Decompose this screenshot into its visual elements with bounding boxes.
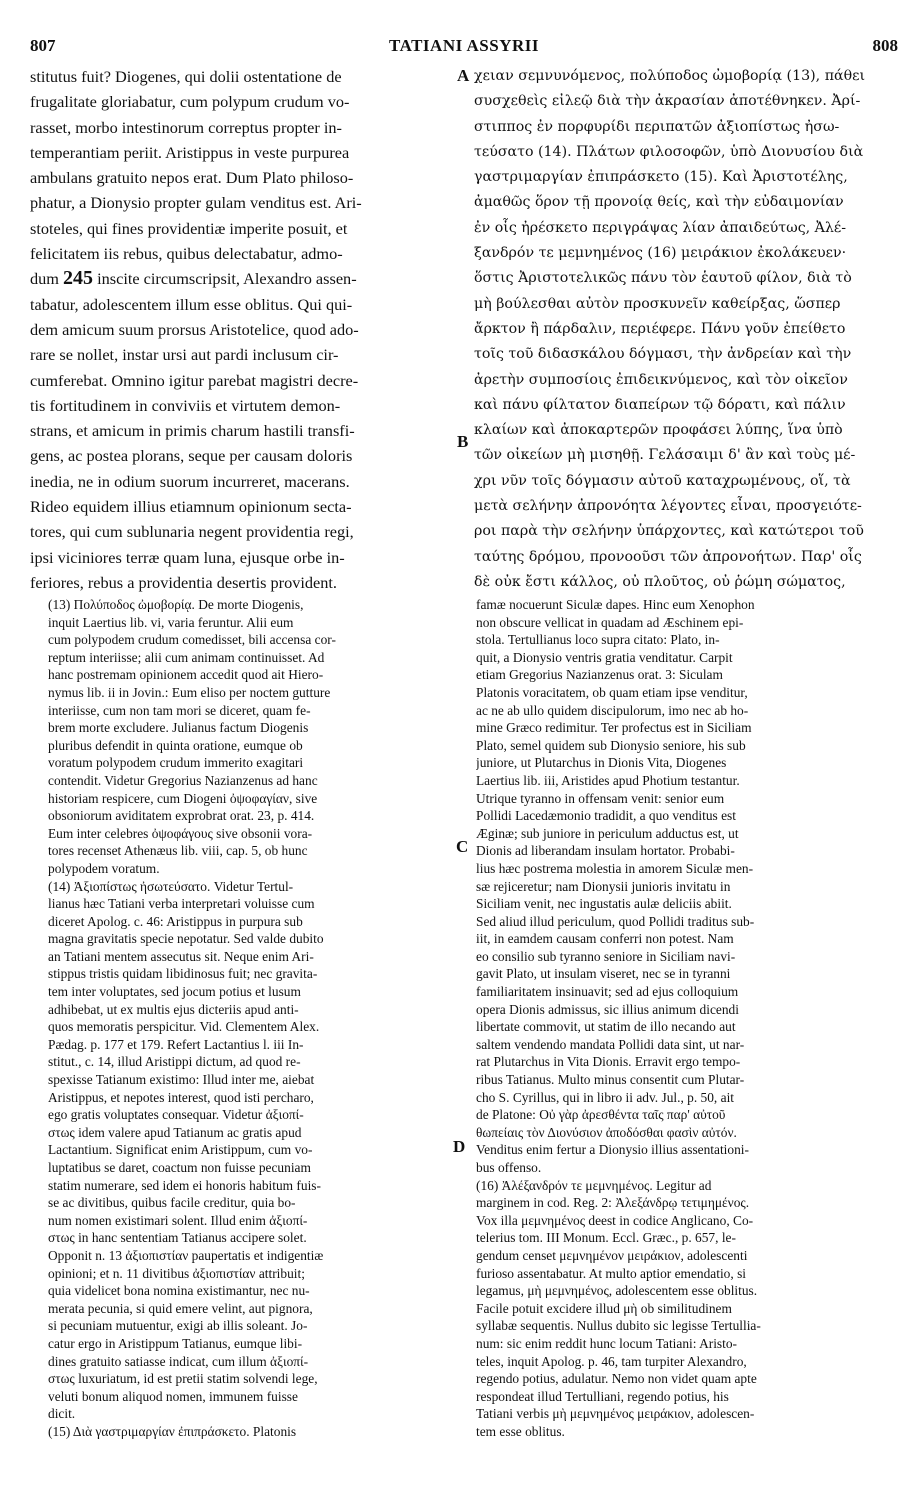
- footnote-line: ac ne ab ullo quidem discipulorum, imo nec ab ho-: [476, 702, 749, 718]
- footnote-line: si pecuniam mutuentur, exigi ab illis soleant. Jo-: [48, 1318, 308, 1334]
- footnote-line: στως in hanc sententiam Tatianus accipere solet.: [48, 1230, 307, 1246]
- footnote-line: (15) Διὰ γαστριμαργίαν ἐπιπράσκετο. Platonis: [48, 1423, 297, 1439]
- footnote-line: veluti bonum aliquod nomen, immunem fuisse: [48, 1388, 298, 1404]
- footnote-line: historiam respicere, cum Diogeni ὀψοφαγίαν, sive: [48, 790, 318, 806]
- latin-text-line: rasset, morbo intestinorum correptus propter in-: [30, 117, 342, 137]
- greek-text-line: ἐν οἷς ἠρέσκετο περιγράψας λίαν ἀπαιδεύτως, Ἀλέ-: [474, 219, 847, 236]
- footnote-line: dines gratuito satiasse indicat, cum illum ἀξιοπί-: [48, 1353, 309, 1369]
- greek-text-line: στιππος ἐν πορφυρίδι περιπατῶν ἀξιοπίστως ἠσω-: [474, 118, 840, 135]
- footnote-line: teles, inquit Apolog. p. 46, tam turpiter Alexandro,: [476, 1353, 747, 1369]
- latin-text-line: rare se nollet, instar ursi aut pardi inclusum cir-: [30, 345, 339, 365]
- greek-text-line: ἀρετὴν συμποσίοις ἐπιδεικνύμενος, καὶ τὸν οἰκεῖον: [474, 371, 848, 388]
- footnote-line: stippus tristis quidam libidinosus fuit; nec gravita-: [48, 966, 318, 982]
- footnote-line: στως luxuriatum, id est pretii statim solvendi lege,: [48, 1371, 318, 1387]
- footnote-line: famæ nocuerunt Siculæ dapes. Hinc eum Xenophon: [476, 597, 755, 612]
- footnote-line: sæ rejiceretur; nam Dionysii junioris invitatu in: [476, 878, 731, 894]
- latin-text-line: cumferebat. Omnino igitur parebat magistri decre-: [30, 370, 359, 390]
- footnote-line: Utrique tyranno in offensam venit: senior eum: [476, 790, 725, 806]
- footnote-line: statim numerare, sed idem ei honoris habitum fuis-: [48, 1177, 321, 1193]
- line-prefix: dum: [30, 269, 64, 289]
- footnote-line: polypodem voratum.: [48, 860, 160, 876]
- footnote-line: tem inter voluptates, sed jocum potius et lusum: [48, 984, 301, 1000]
- greek-text-line: τεύσατο (14). Πλάτων φιλοσοφῶν, ὑπὸ Διονυσίου διὰ: [474, 143, 864, 160]
- latin-text-line: inedia, ne in odium suorum incurreret, macerans.: [30, 471, 350, 491]
- greek-text-line: γαστριμαργίαν ἐπιπράσκετο (15). Καὶ Ἀριστοτέλης,: [474, 169, 848, 186]
- footnote-line: tem esse oblitus.: [476, 1423, 565, 1439]
- footnote-line: marginem in cod. Reg. 2: Ἀλεξάνδρῳ τετιμημένος.: [476, 1195, 750, 1211]
- running-title: TATIANI ASSYRII: [389, 36, 539, 55]
- footnote-line: opinioni; et n. 11 divitibus ἀξιοπιστίαν attribuit;: [48, 1265, 305, 1281]
- footnote-line: magna gravitatis specie nepotatur. Sed valde dubito: [48, 931, 324, 947]
- page-number-left: 807: [30, 36, 56, 55]
- footnote-line: contendit. Videtur Gregorius Nazianzenus ad hanc: [48, 772, 318, 788]
- footnote-line: se ac divitibus, quibus facile creditur, quia bo-: [48, 1195, 296, 1211]
- footnote-line: luptatibus se daret, coactum non fuisse pecuniam: [48, 1160, 311, 1175]
- footnote-line: quos memoratis perspicitur. Vid. Clementem Alex.: [48, 1019, 320, 1035]
- footnote-line: Dionis ad liberandam insulam hortator. Probabi-: [476, 843, 735, 859]
- margin-marker-d: D: [453, 1137, 466, 1156]
- greek-text-line: τῶν οἰκείων μὴ μισηθῇ. Γελάσαιμι δ' ἂν καὶ τοὺς μέ-: [474, 447, 856, 464]
- greek-text-line: ὅστις Ἀριστοτελικῶς πάνυ τὸν ἑαυτοῦ φίλον, διὰ τὸ: [474, 270, 852, 287]
- greek-text-line: ἀμαθῶς ὅρον τῇ προνοίᾳ θείς, καὶ τὴν εὐδαιμονίαν: [474, 194, 844, 211]
- footnote-line: syllabæ sequentis. Nullus dubito sic legisse Tertullia-: [476, 1318, 761, 1334]
- footnote-line: iit, in eamdem causam conferri non potest. Nam: [476, 931, 734, 947]
- footnote-line: gendum censet μεμνημένον μειράκιον, adolescenti: [476, 1247, 748, 1263]
- greek-text-line: ροι παρὰ τὴν σελήνην ὑπάρχοντες, καὶ κατώτεροι τοῦ: [474, 523, 864, 540]
- footnote-line: regendo potius, adulatur. Nemo non videt quam apte: [476, 1371, 757, 1387]
- greek-text-line: καὶ πάνυ φίλτατον διαπείρων τῷ δόρατι, καὶ πάλιν: [474, 396, 846, 413]
- footnote-line: Venditus enim fertur a Dionysio illius assentationi-: [476, 1142, 749, 1158]
- greek-text-line: μὴ βούλεσθαι αὐτὸν προσκυνεῖν καθείρξας, ὥσπερ: [474, 295, 841, 312]
- footnote-line: telerius tom. III Monum. Eccl. Græc., p. 657, le-: [476, 1230, 736, 1246]
- footnote-line: catur ergo in Aristippum Tatianus, eumque libi-: [48, 1335, 303, 1351]
- footnote-line: Vox illa μεμνημένος deest in codice Anglicano, Co-: [476, 1212, 754, 1228]
- latin-text-line: tabatur, adolescentem illum esse oblitus. Qui qui-: [30, 294, 353, 314]
- latin-text-line: ipsi viciniores terræ quam luna, ejusque orbe in-: [30, 547, 345, 567]
- footnote-line: num nomen existimari solent. Illud enim ἀξιοπί-: [48, 1212, 308, 1228]
- footnote-line: Aristippus, et nepotes interest, quod isti percharo,: [48, 1089, 314, 1105]
- footnote-line: tores recenset Athenæus lib. viii, cap. 5, ob hunc: [48, 843, 308, 859]
- footnote-line: voratum polypodem crudum immerito exagitari: [48, 755, 304, 771]
- page-reference-number: 245: [63, 267, 94, 290]
- footnote-line: gavit Plato, ut insulam viseret, nec se in tyranni: [476, 966, 731, 982]
- footnote-line: stitut., c. 14, illud Aristippi dictum, ad quod re-: [48, 1054, 301, 1070]
- footnote-line: opera Dionis admissus, sic illius animum dicendi: [476, 1001, 739, 1017]
- greek-text-line: τοῖς τοῦ διδασκάλου δόγμασι, τὴν ἀνδρείαν καὶ τὴν: [474, 346, 852, 363]
- footnote-line: de Platone: Οὐ γὰρ ἀρεσθέντα ταῖς παρ' αὐτοῦ: [476, 1107, 726, 1123]
- footnote-line: legamus, μὴ μεμνημένος, adolescentem esse oblitus.: [476, 1283, 758, 1299]
- footnote-line: (13) Πολύποδος ὠμοβορίᾳ. De morte Diogenis,: [48, 597, 304, 612]
- latin-text-line: feriores, rebus a providentia desertis provident.: [30, 572, 337, 592]
- page-header: [30, 34, 898, 58]
- footnote-line: etiam Gregorius Nazianzenus orat. 3: Siculam: [476, 667, 723, 683]
- footnote-line: merata pecunia, si quid emere velint, aut pignora,: [48, 1300, 313, 1316]
- latin-text-line: tis fortitudinem in conviviis et virtutem demon-: [30, 395, 341, 415]
- footnote-line: Eum inter celebres ὀψοφάγους sive obsonii vora-: [48, 825, 313, 841]
- footnote-line: pluribus defendit in quinta oratione, eumque ob: [48, 737, 303, 753]
- footnote-line: lius hæc postrema molestia in amorem Siculæ men-: [476, 860, 754, 876]
- footnote-line: quia videlicet bona nomina existimantur, nec nu-: [48, 1283, 310, 1299]
- footnote-line: quit, a Dionysio ventris gratia venditatur. Carpit: [476, 649, 733, 665]
- footnote-line: ribus Tatianus. Multo minus consentit cum Plutar-: [476, 1072, 745, 1088]
- footnote-line: stola. Tertullianus loco supra citato: Plato, in-: [476, 632, 720, 648]
- footnote-line: Facile potuit excidere illud μὴ ob similitudinem: [476, 1300, 732, 1316]
- footnote-line: Lactantium. Significat enim Aristippum, cum vo-: [48, 1142, 313, 1158]
- footnote-line: inquit Laertius lib. vi, varia feruntur. Alii eum: [48, 614, 294, 630]
- footnote-line: nymus lib. ii in Jovin.: Eum eliso per noctem gutture: [48, 684, 331, 700]
- greek-text-line: ταύτης δρόμου, προνοοῦσι τῶν ἀπρονοήτων. Παρ' οἷς: [474, 548, 862, 565]
- footnote-line: interiisse, cum non tam mori se diceret, quam fe-: [48, 702, 311, 718]
- footnote-line: eo consilio sub tyranno seniore in Siciliam navi-: [476, 948, 736, 964]
- footnote-line: Sed aliud illud periculum, quod Pollidi traditus sub-: [476, 913, 755, 929]
- greek-text-line: μετὰ σελήνην ἀπρονόητα λέγοντες εἶναι, προσγειότε-: [474, 498, 862, 515]
- footnote-line: Æginæ; sub juniore in periculum adductus est, ut: [476, 825, 739, 841]
- main-text-greek: [474, 64, 898, 595]
- greek-text-line: χρι νῦν τοῖς δόγμασιν αὐτοῦ καταχρωμένους, οἵ, τὰ: [474, 472, 851, 489]
- greek-text-line: δὲ οὐκ ἔστι κάλλος, οὐ πλοῦτος, οὐ ῥώμη σώματος,: [474, 573, 846, 590]
- footnote-line: Opponit n. 13 ἀξιοπιστίαν paupertatis et indigentiæ: [48, 1247, 324, 1263]
- footnote-line: saltem vendendo mandata Pollidi data sint, ut nar-: [476, 1036, 745, 1052]
- line-suffix: inscite circumscripsit, Alexandro assen-: [93, 269, 357, 289]
- latin-text-line: felicitatem iis rebus, quibus delectabatur, admo-: [30, 244, 343, 264]
- footnote-line: στως idem valere apud Tatianum ac gratis apud: [48, 1124, 302, 1140]
- margin-marker-b: B: [457, 432, 469, 451]
- page-number-right: 808: [872, 36, 898, 55]
- footnote-line: ego gratis voluptates consequar. Videtur ἀξιοπί-: [48, 1107, 304, 1123]
- latin-text-line: strans, et amicum in primis charum hastili transfi-: [30, 421, 355, 441]
- footnote-line: obsoniorum aviditatem exprobrat orat. 23, p. 414.: [48, 808, 315, 824]
- greek-text-line: συσχεθεὶς εἰλεῷ διὰ τὴν ἀκρασίαν ἀποτέθνηκεν. Ἀρί-: [474, 93, 861, 110]
- footnote-line: Plato, semel quidem sub Dionysio seniore, his sub: [476, 737, 746, 753]
- footnote-line: furioso assentabatur. At multo aptior emendatio, si: [476, 1265, 746, 1281]
- footnote-line: Siciliam venit, nec ingustatis aulæ deliciis abiit.: [476, 896, 732, 912]
- footnote-line: lianus hæc Tatiani verba interpretari voluisse cum: [48, 896, 315, 912]
- footnote-line: familiaritatem insinuavit; sed ad ejus colloquium: [476, 984, 739, 1000]
- footnote-line: Pædag. p. 177 et 179. Refert Lactantius l. iii In-: [48, 1036, 304, 1052]
- footnote-line: hanc postremam opinionem accedit quod ait Hiero-: [48, 667, 324, 683]
- footnote-line: bus offenso.: [476, 1160, 542, 1175]
- latin-text-line: frugalitate gloriabatur, cum polypum crudum vo-: [30, 92, 350, 112]
- footnote-line: cum polypodem crudum comedisset, bili accensa cor-: [48, 632, 336, 648]
- latin-text-line: Rideo equidem illius etiamnum opinionum secta-: [30, 497, 352, 517]
- greek-text-line: ξανδρόν τε μεμνημένος (16) μειράκιον ἐκολάκευεν·: [474, 245, 847, 262]
- footnote-line: θωπείαις τὸν Διονύσιον ἀποδόσθαι φασὶν αὐτόν.: [476, 1124, 737, 1140]
- latin-text-line: tores, qui cum sublunaria negent providentia regi,: [30, 522, 354, 542]
- footnote-line: brem morte excludere. Julianus factum Diogenis: [48, 720, 309, 736]
- footnote-line: rat Plutarchus in Vita Dionis. Erravit ergo tempo-: [476, 1054, 741, 1070]
- latin-text-line: dem amicum suum prorsus Aristotelice, quod ado-: [30, 319, 359, 339]
- footnote-line: cho S. Cyrillus, qui in libro ii adv. Jul., p. 50, ait: [476, 1089, 735, 1105]
- footnote-line: spexisse Tatianum existimo: Illud inter me, aiebat: [48, 1072, 315, 1088]
- footnotes-right-column: [476, 596, 896, 1441]
- footnote-line: diceret Apolog. c. 46: Aristippus in purpura sub: [48, 913, 303, 929]
- footnote-line: (14) Ἀξιοπίστως ἠσωτεύσατο. Videtur Tertul-: [48, 878, 294, 894]
- footnote-line: non obscure vellicat in quadam ad Æschinem epi-: [476, 614, 744, 630]
- footnote-line: Tatiani verbis μὴ μεμνημένος μειράκιον, adolescen-: [476, 1406, 755, 1422]
- footnote-line: adhibebat, ut ex multis ejus dicteriis apud anti-: [48, 1001, 299, 1017]
- footnote-line: num: sic enim reddit hunc locum Tatiani: Aristo-: [476, 1335, 738, 1351]
- footnote-line: Pollidi Lacedæmonio tradidit, a quo venditus est: [476, 808, 736, 824]
- latin-text-line: stoteles, qui fines providentiæ imperite posuit, et: [30, 218, 348, 238]
- footnote-line: Laertius lib. iii, Aristides apud Photium testantur.: [476, 772, 740, 788]
- main-text-latin: [30, 64, 448, 595]
- latin-text-line: phatur, a Dionysio propter gulam venditus est. Ari-: [30, 193, 362, 213]
- footnote-line: an Tatiani mentem assecutus sit. Neque enim Ari-: [48, 948, 314, 964]
- footnote-line: Platonis voracitatem, ob quam etiam ipse venditur,: [476, 684, 748, 700]
- latin-text-line: [30, 266, 448, 291]
- footnote-line: juniore, ut Plutarchus in Dionis Vita, Diogenes: [476, 755, 727, 771]
- footnote-line: respondeat illud Tertulliani, regendo potius, his: [476, 1388, 729, 1404]
- latin-text-line: stitutus fuit? Diogenes, qui dolii ostentatione de: [30, 67, 342, 86]
- greek-text-line: χειαν σεμνυνόμενος, πολύποδος ὠμοβορίᾳ (13), πάθει: [474, 68, 866, 84]
- latin-text-line: temperantiam periit. Aristippus in veste purpurea: [30, 142, 350, 162]
- latin-text-line: ambulans gratuito nepos erat. Dum Plato philoso-: [30, 168, 354, 188]
- margin-marker-c: C: [456, 837, 469, 856]
- greek-text-line: ἄρκτον ἢ πάρδαλιν, περιέφερε. Πάνυ γοῦν ἐπείθετο: [474, 320, 846, 337]
- footnote-line: reptum interiisse; alii cum animam continuisset. Ad: [48, 649, 325, 665]
- greek-text-line: κλαίων καὶ ἀποκαρτερῶν προφάσει λύπης, ἵνα ὑπὸ: [474, 422, 843, 439]
- latin-text-line: gens, ac postea plorans, seque per causam doloris: [30, 446, 353, 466]
- footnotes-left-column: [48, 596, 446, 1441]
- footnote-line: dicit.: [48, 1406, 76, 1422]
- footnote-line: mine Græco redimitur. Ter profectus est in Siciliam: [476, 720, 752, 736]
- footnote-line: libertate commovit, ut statim de illo necando aut: [476, 1019, 736, 1035]
- footnote-line: (16) Ἀλέξανδρόν τε μεμνημένος. Legitur ad: [476, 1177, 712, 1193]
- margin-marker-a: A: [457, 66, 470, 85]
